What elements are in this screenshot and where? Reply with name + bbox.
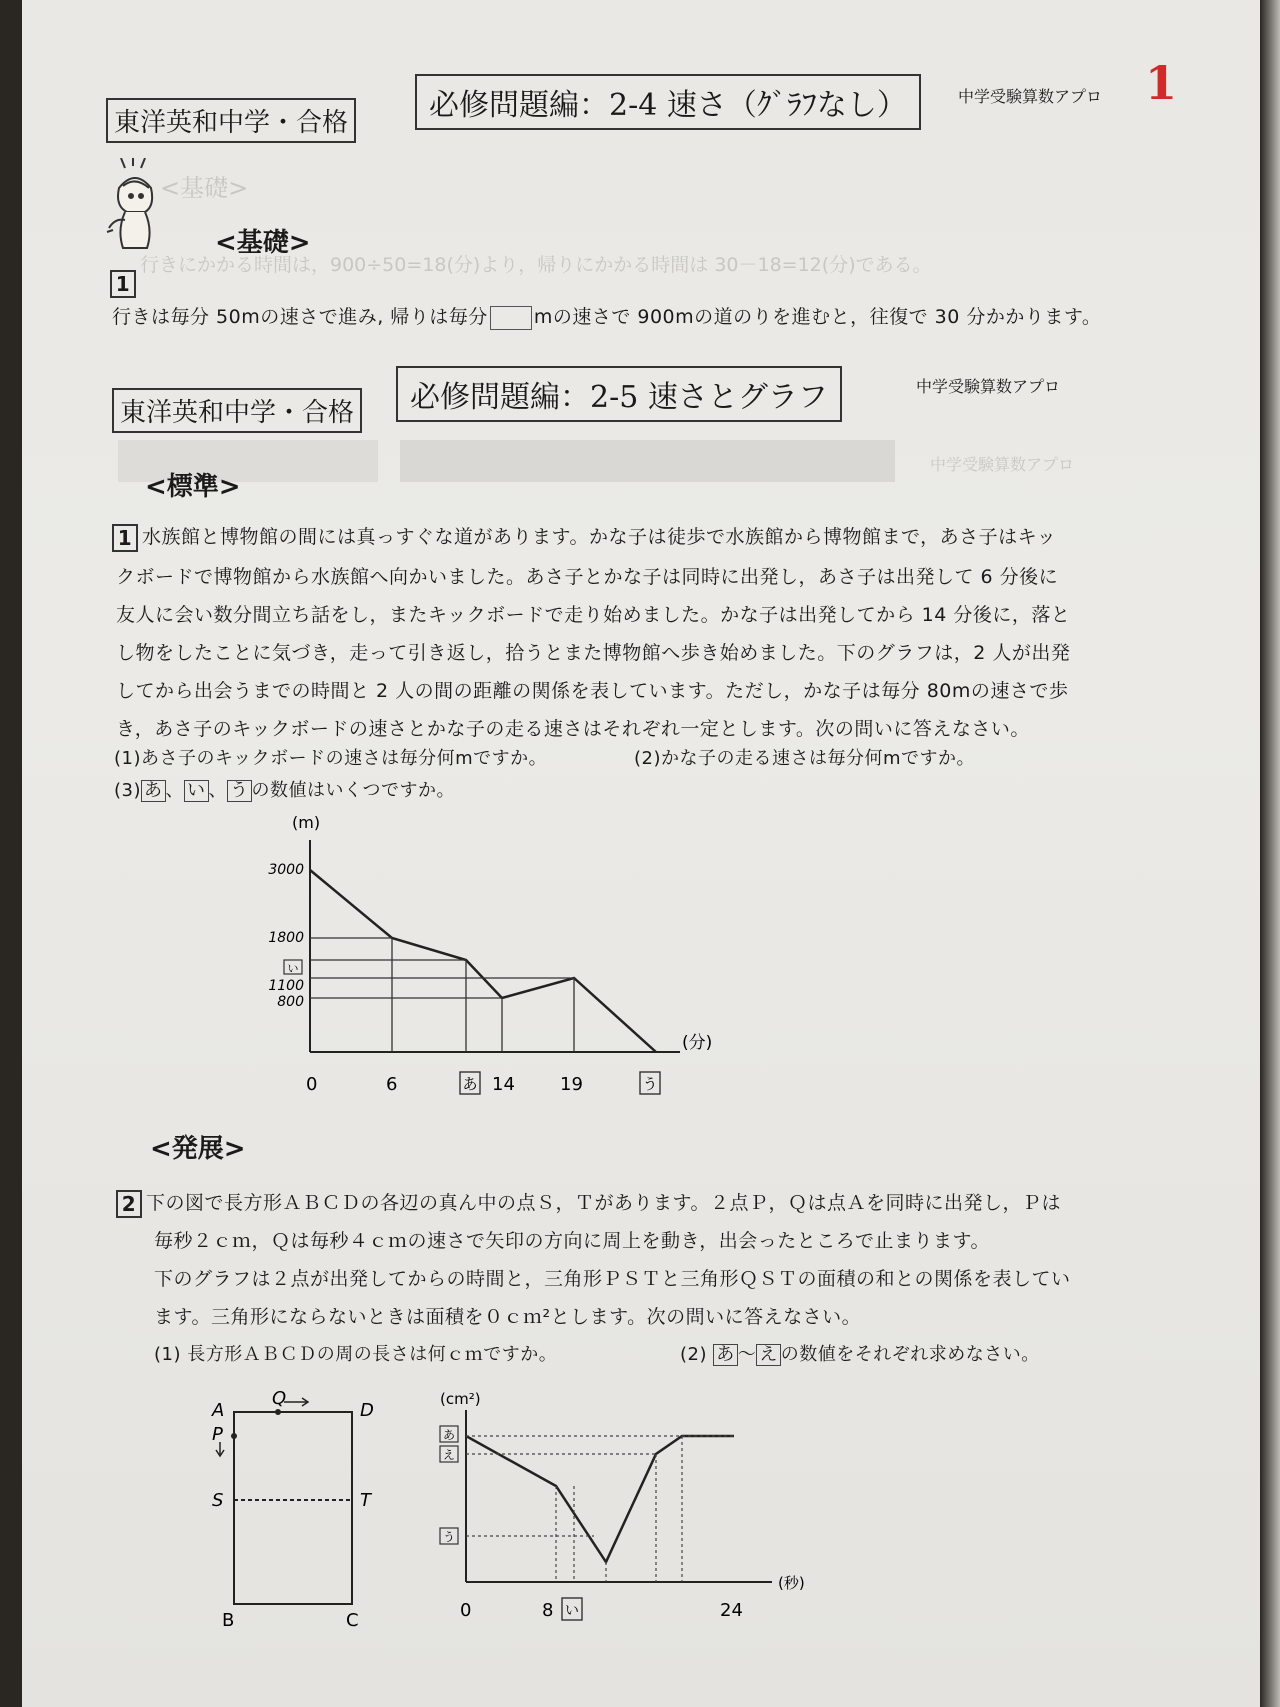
y-axis-unit: (cm²) — [440, 1390, 481, 1408]
y-tick: 3000 — [268, 862, 304, 878]
x-axis-unit: (分) — [682, 1033, 713, 1053]
problem-line: 毎秒２ｃｍ，Ｑは毎秒４ｃｍの速さで矢印の方向に周上を動き，出会ったところで止まります。 — [154, 1230, 991, 1252]
sub-question-2: (2)かな子の走る速さは毎分何mですか。 — [634, 748, 976, 769]
x-tick: 0 — [460, 1600, 472, 1621]
label-t: T — [360, 1490, 371, 1511]
problem-line: してから出会うまでの時間と 2 人の間の距離の関係を表しています。ただし，かな子は毎分 80mの速さで歩 — [116, 680, 1069, 702]
label-a: A — [212, 1400, 225, 1421]
y-tick: 1100 — [268, 978, 304, 994]
problem-text: 下の図で長方形ＡＢＣＤの各辺の真ん中の点Ｓ，Ｔがあります。２点Ｐ，Ｑは点Ａを同時に出発し，Ｐは — [146, 1192, 1061, 1214]
problem-line: クボードで博物館から水族館へ向かいました。あさ子とかな子は同時に出発し，あさ子は出発して 6 分後に — [116, 566, 1059, 588]
distance-time-graph — [240, 810, 760, 1100]
x-tick: 24 — [720, 1600, 743, 1621]
sub-question-3 — [114, 776, 455, 802]
y-tick: 800 — [277, 994, 304, 1010]
y-label: あ — [442, 1428, 456, 1442]
separator: 、 — [165, 780, 184, 801]
question-number: 2 — [116, 1190, 142, 1218]
answer-blank — [490, 306, 532, 330]
problem-line: き，あさ子のキックボードの速さとかな子の走る速さはそれぞれ一定とします。次の問いに答えなさい。 — [116, 718, 1030, 740]
y-label: う — [442, 1530, 456, 1544]
school-label: 東洋英和中学・合格 — [106, 98, 356, 143]
question-text-part: mの速さで 900mの道のりを進むと，往復で 30 分かかります。 — [533, 306, 1102, 328]
sub-question-label: (3) — [114, 780, 141, 801]
ghost-title-box — [400, 440, 895, 482]
sub-question-2 — [680, 1340, 1040, 1366]
problem-line: 下のグラフは２点が出発してからの時間と，三角形ＰＳＴと三角形ＱＳＴの面積の和との関係を表してい — [154, 1268, 1071, 1290]
ghost-brand: 中学受験算数アプロ — [930, 455, 1075, 474]
question-number: 1 — [110, 270, 136, 298]
section-heading-basic: <基礎> — [215, 228, 311, 258]
point-p — [231, 1433, 237, 1439]
x-tick: い — [565, 1603, 579, 1619]
rectangle-figure — [200, 1390, 400, 1630]
sub-question-1: (1)あさ子のキックボードの速さは毎分何mですか。 — [114, 748, 548, 769]
unit-title: 必修問題編：2-4 速さ（ｸﾞﾗﾌなし） — [415, 74, 921, 130]
y-tick: 1800 — [268, 930, 304, 946]
area-time-graph — [420, 1380, 840, 1640]
label-b: B — [222, 1610, 235, 1630]
x-tick: 8 — [542, 1600, 554, 1621]
y-tick: い — [287, 962, 299, 975]
question-number: 1 — [112, 524, 138, 552]
problem-line: し物をしたことに気づき，走って引き返し，拾うとまた博物館へ歩き始めました。下のグラフは，2 人が出発 — [116, 642, 1071, 664]
sub-question-text: の数値をそれぞれ求めなさい。 — [780, 1344, 1040, 1365]
question-1-number-line — [110, 270, 140, 298]
mascot-illustration — [105, 158, 167, 254]
label-q: Q — [272, 1390, 287, 1409]
x-tick: 6 — [386, 1074, 398, 1095]
rectangle-abcd — [234, 1412, 352, 1604]
area-line — [466, 1436, 734, 1562]
page-number: 1 — [1145, 56, 1178, 110]
ghost-line: 行きにかかる時間は，900÷50=18(分)より，帰りにかかる時間は 30－18=12(分)である。 — [140, 254, 932, 276]
brand-label: 中学受験算数アプロ — [916, 377, 1061, 396]
kana-box: あ — [141, 780, 166, 802]
question-1-text — [112, 302, 1101, 330]
kana-box: あ — [713, 1344, 738, 1366]
paper-edge — [1260, 0, 1280, 1707]
kana-box: う — [227, 780, 252, 802]
x-tick: 19 — [560, 1074, 583, 1095]
x-tick: う — [642, 1075, 658, 1093]
y-label: え — [442, 1448, 456, 1462]
separator: 、 — [208, 780, 227, 801]
kana-box: い — [184, 780, 209, 802]
school-label: 東洋英和中学・合格 — [112, 388, 362, 433]
question-text-part: 行きは毎分 50mの速さで進み, 帰りは毎分 — [112, 306, 488, 328]
x-tick: あ — [462, 1075, 478, 1093]
label-d: D — [360, 1400, 374, 1421]
brand-label: 中学受験算数アプロ — [958, 87, 1103, 106]
label-p: P — [212, 1424, 223, 1445]
section-heading-standard: <標準> — [145, 472, 241, 502]
y-axis-unit: (m) — [292, 813, 321, 832]
distance-line — [310, 870, 656, 1052]
problem-text: 水族館と博物館の間には真っすぐな道があります。かな子は徒歩で水族館から博物館まで，あさ子はキッ — [142, 526, 1057, 548]
kana-box: え — [756, 1344, 781, 1366]
problem-line: 友人に会い数分間立ち話をし，またキックボードで走り始めました。かな子は出発してから 14 分後に，落と — [116, 604, 1071, 626]
sub-question-text: の数値はいくつですか。 — [251, 780, 455, 801]
sub-question-1: (1) 長方形ＡＢＣＤの周の長さは何ｃｍですか。 — [154, 1344, 558, 1365]
x-tick: 14 — [492, 1074, 515, 1095]
problem-line — [116, 1188, 1061, 1218]
label-s: S — [212, 1490, 224, 1511]
problem-line: ます。三角形にならないときは面積を０ｃｍ²とします。次の問いに答えなさい。 — [154, 1306, 862, 1328]
ghost-heading: <基礎> — [160, 174, 249, 202]
label-c: C — [346, 1610, 359, 1630]
tilde: ～ — [737, 1344, 757, 1365]
problem-line — [112, 522, 1056, 552]
x-tick: 0 — [306, 1074, 318, 1095]
sub-question-label: (2) — [680, 1344, 707, 1365]
point-q — [275, 1409, 281, 1415]
section-heading-advanced: <発展> — [150, 1134, 246, 1164]
x-axis-unit: (秒) — [778, 1574, 805, 1592]
unit-title: 必修問題編：2-5 速さとグラフ — [396, 366, 842, 422]
